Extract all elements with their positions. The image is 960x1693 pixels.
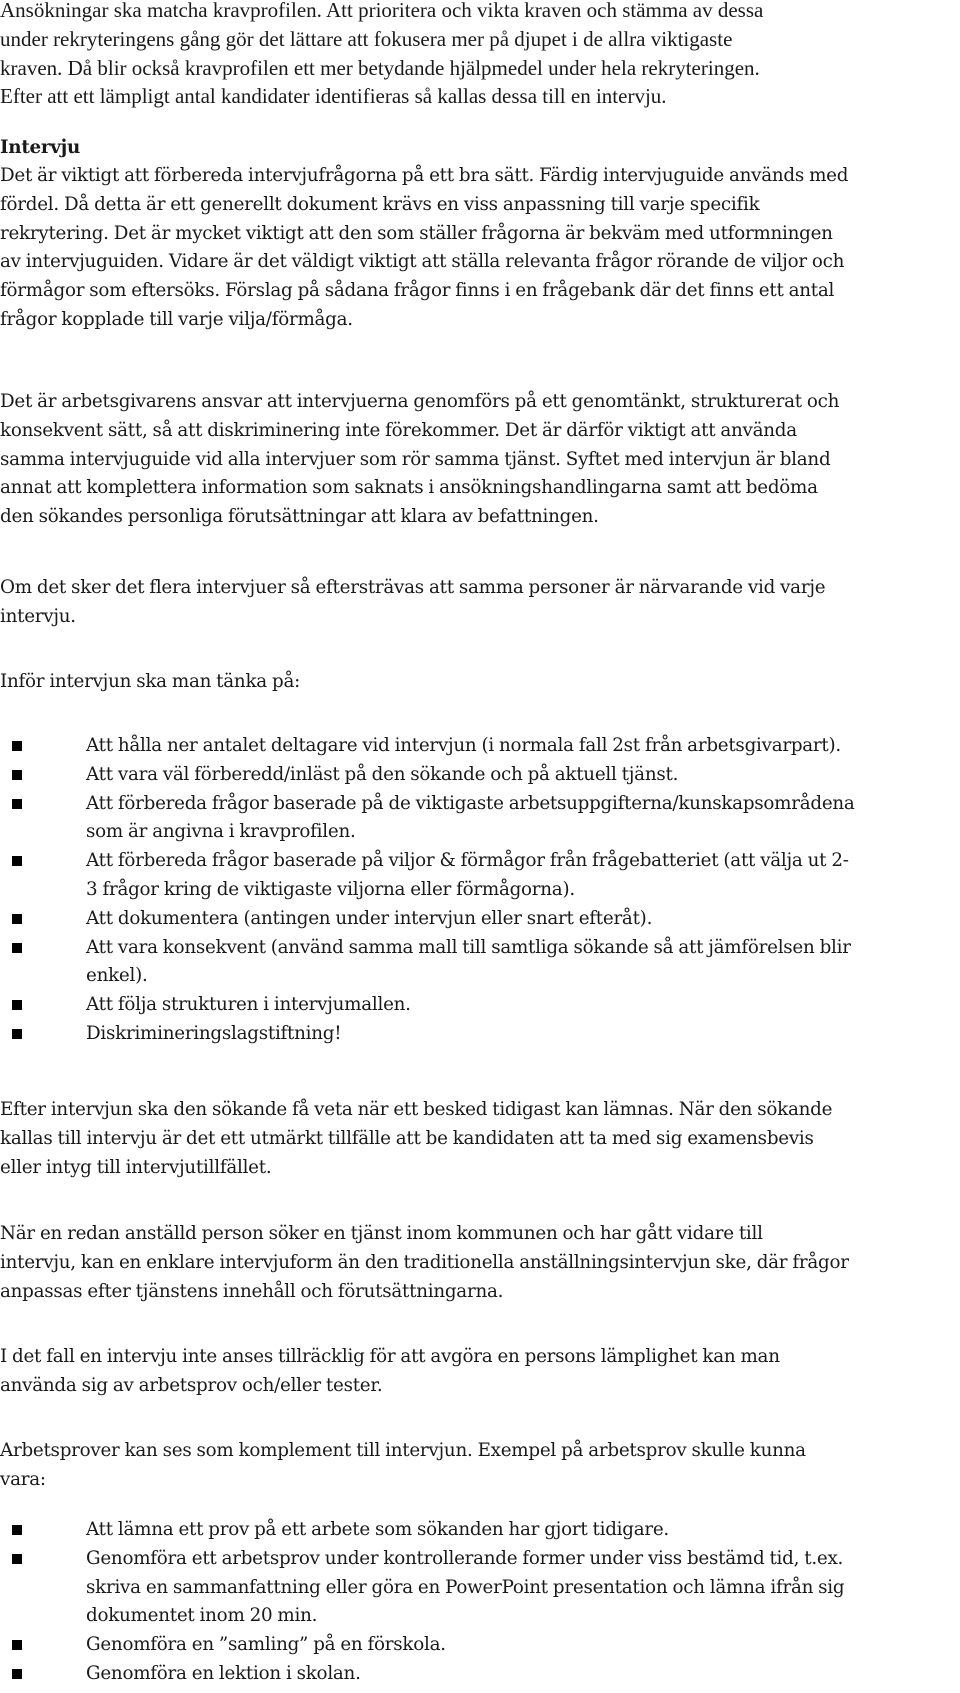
- bullet-square-icon: [12, 856, 22, 866]
- paragraph-interview-preparation: Det är viktigt att förbereda intervjufrågorna på ett bra sätt. Färdig intervjuguide används med fördel. Då detta är ett generellt dokument krävs en viss anpassning till varje specifik rekrytering. Det är mycket viktigt att den som ställer frågorna är bekväm med utformningen av intervjuguiden. Vidare är det väldigt viktigt att ställa relevanta frågor rörande de viljor och förmågor som eftersöks. Förslag på sådana frågor finns i en frågebank där det finns ett antal frågor kopplade till varje vilja/förmåga.: [0, 165, 849, 330]
- bullet-square-icon: [12, 943, 22, 953]
- paragraph-checklist-intro: Inför intervjun ska man tänka på:: [0, 671, 301, 692]
- list-item: Genomföra en lektion i skolan.: [0, 1660, 960, 1689]
- paragraph-multiple-interviews: Om det sker det flera intervjuer så eftersträvas att samma personer är närvarande vid varje intervju.: [0, 577, 826, 627]
- list-item: Att förbereda frågor baserade på viljor & förmågor från frågebatteriet (att välja ut 2- 3 frågor kring de viktigaste viljorna eller förmågorna).: [0, 847, 960, 905]
- paragraph-after-interview: Efter intervjun ska den sökande få veta när ett besked tidigast kan lämnas. När den sökande kallas till intervju är det ett utmärkt tillfälle att be kandidaten att ta med sig examensbevis eller intyg till intervjutillfället.: [0, 1099, 833, 1178]
- bullet-square-icon: [12, 914, 22, 924]
- paragraph-application-matching: Ansökningar ska matcha kravprofilen. Att prioritera och vikta kraven och stämma av dessa under rekryteringens gång gör det lättare att fokusera mer på djupet i de allra viktigaste kraven. Då blir också kravprofilen ett mer betydande hjälpmedel under hela rekryteringen. Efter att ett lämpligt antal kandidater identifieras så kallas dessa till en intervju.: [0, 0, 764, 109]
- bullet-square-icon: [12, 1029, 22, 1039]
- work-sample-examples: [0, 1516, 960, 1689]
- list-item: Att följa strukturen i intervjumallen.: [0, 991, 960, 1020]
- paragraph-internal-applicant: När en redan anställd person söker en tjänst inom kommunen och har gått vidare till intervju, kan en enklare intervjuform än den traditionella anställningsintervjun ske, där frågor anpassas efter tjänstens innehåll och förutsättningarna.: [0, 1223, 849, 1302]
- list-item: Att hålla ner antalet deltagare vid intervjun (i normala fall 2st från arbetsgivarpart).: [0, 732, 960, 761]
- list-item: Att vara konsekvent (använd samma mall till samtliga sökande så att jämförelsen blir enkel).: [0, 934, 960, 992]
- list-item: Att förbereda frågor baserade på de viktigaste arbetsuppgifterna/kunskapsområdena som är angivna i kravprofilen.: [0, 790, 960, 848]
- list-item: Genomföra en ”samling” på en förskola.: [0, 1631, 960, 1660]
- bullet-square-icon: [12, 1554, 22, 1564]
- list-item: Att vara väl förberedd/inläst på den sökande och på aktuell tjänst.: [0, 761, 960, 790]
- list-item: Genomföra ett arbetsprov under kontrollerande former under viss bestämd tid, t.ex. skriva en sammanfattning eller göra en PowerPoint presentation och lämna ifrån sig dokumentet inom 20 min.: [0, 1545, 960, 1631]
- bullet-square-icon: [12, 1640, 22, 1650]
- list-item: Att dokumentera (antingen under intervjun eller snart efteråt).: [0, 905, 960, 934]
- section-heading-interview: Intervju: [0, 137, 81, 158]
- bullet-square-icon: [12, 799, 22, 809]
- list-item: Att lämna ett prov på ett arbete som sökanden har gjort tidigare.: [0, 1516, 960, 1545]
- bullet-square-icon: [12, 1669, 22, 1679]
- bullet-square-icon: [12, 1525, 22, 1535]
- bullet-square-icon: [12, 770, 22, 780]
- bullet-square-icon: [12, 741, 22, 751]
- paragraph-work-samples-intro: Arbetsprover kan ses som komplement till intervjun. Exempel på arbetsprov skulle kunna vara:: [0, 1440, 806, 1490]
- bullet-square-icon: [12, 1000, 22, 1010]
- paragraph-work-samples-tests: I det fall en intervju inte anses tillräcklig för att avgöra en persons lämplighet kan man använda sig av arbetsprov och/eller tester.: [0, 1346, 780, 1396]
- paragraph-employer-responsibility: Det är arbetsgivarens ansvar att intervjuerna genomförs på ett genomtänkt, strukturerat och konsekvent sätt, så att diskriminering inte förekommer. Det är därför viktigt att använda samma intervjuguide vid alla intervjuer som rör samma tjänst. Syftet med intervjun är bland annat att komplettera information som saknats i ansökningshandlingarna samt att bedöma den sökandes personliga förutsättningar att klara av befattningen.: [0, 391, 840, 528]
- list-item: Diskrimineringslagstiftning!: [0, 1020, 960, 1049]
- interview-checklist: [0, 732, 960, 1049]
